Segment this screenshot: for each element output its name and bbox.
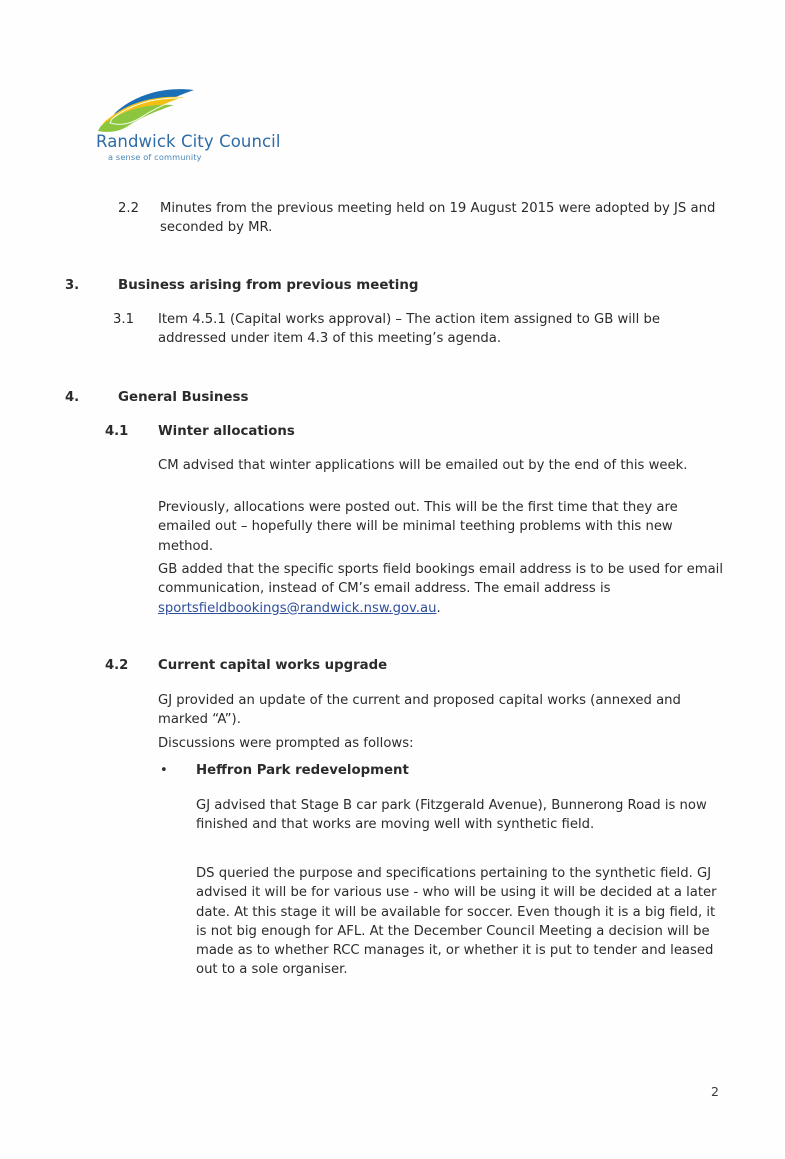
paragraph-heffron-2: DS queried the purpose and specifications pertaining to the synthetic field. GJ advised it will be for various use - who will be using it will be decided at a later date. At this stage it will be available for soccer. Even though it is a big field, it is not big enough for AFL. At the December Council Meeting a decision will be made as to whether RCC manages it, or whether it is put to tender and leased out to a sole organiser.: [196, 866, 717, 978]
item-heading-4-2: Current capital works upgrade: [158, 658, 388, 673]
bullet-heading-heffron-park: Heffron Park redevelopment: [196, 763, 409, 778]
item-heading-4-1: Winter allocations: [158, 424, 295, 439]
wave-swoosh-icon: [98, 88, 210, 132]
item-number-3-1: 3.1: [113, 312, 134, 327]
paragraph-4-2-1: GJ provided an update of the current and proposed capital works (annexed and marked “A”).: [158, 693, 681, 728]
paragraph-4-1-3-tail: .: [436, 600, 441, 616]
randwick-city-council-logo: [96, 88, 326, 166]
paragraph-4-2-2: Discussions were prompted as follows:: [158, 736, 414, 751]
paragraph-heffron-1: GJ advised that Stage B car park (Fitzgerald Avenue), Bunnerong Road is now finished and that works are moving well with synthetic field.: [196, 798, 707, 833]
item-text-3-1: Item 4.5.1 (Capital works approval) – The action item assigned to GB will be addressed under item 4.3 of this meeting’s agenda.: [158, 312, 660, 347]
item-text-2-2: Minutes from the previous meeting held on 19 August 2015 were adopted by JS and seconded by MR.: [160, 201, 716, 236]
section-heading-3: Business arising from previous meeting: [118, 278, 419, 293]
section-number-3: 3.: [65, 278, 80, 293]
item-number-4-2: 4.2: [105, 658, 129, 673]
paragraph-4-1-2: Previously, allocations were posted out. This will be the first time that they are emailed out – hopefully there will be minimal teething problems with this new method.: [158, 500, 678, 554]
sportsfieldbookings-email-link[interactable]: sportsfieldbookings@randwick.nsw.gov.au: [158, 600, 437, 616]
paragraph-4-1-1: CM advised that winter applications will be emailed out by the end of this week.: [158, 458, 688, 473]
item-number-2-2: 2.2: [118, 201, 139, 216]
paragraph-4-1-3: [158, 560, 728, 618]
section-heading-4: General Business: [118, 390, 249, 405]
item-number-4-1: 4.1: [105, 424, 129, 439]
logo-tagline: a sense of community: [108, 152, 202, 162]
page-number: 2: [711, 1084, 719, 1099]
logo-wordmark: Randwick City Council: [96, 132, 281, 151]
bullet-glyph-heffron: •: [160, 763, 168, 778]
paragraph-4-1-3-lead: GB added that the specific sports field bookings email address is to be used for email communication, instead of CM’s email address. The email address is: [158, 562, 723, 597]
section-number-4: 4.: [65, 390, 80, 405]
